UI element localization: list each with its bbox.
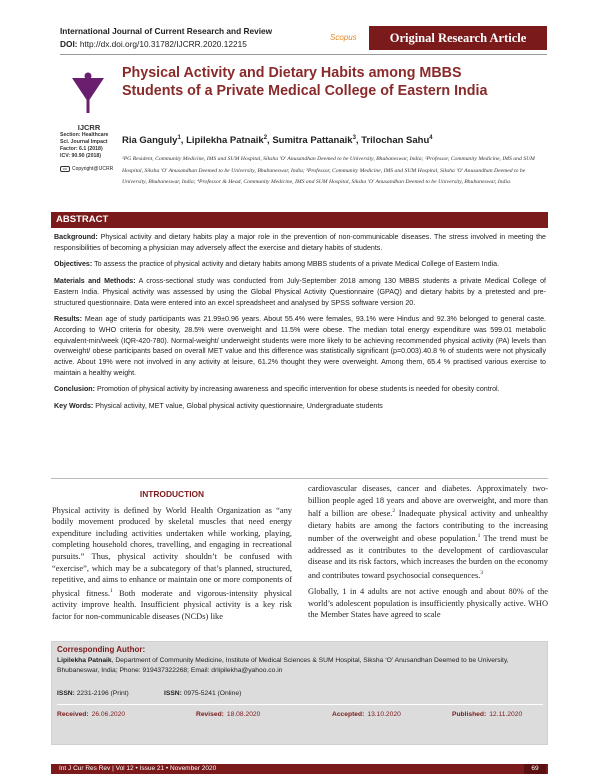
abstract-label: Materials and Methods: (54, 277, 136, 286)
citation-ref: 2 (392, 508, 396, 515)
author-name: Trilochan Sahu (361, 135, 430, 147)
copyright-text: Copyright@IJCRR (72, 166, 114, 172)
abstract-text: Physical activity and dietary habits play a major role in the prevention of non-communicable diseases. The stress involved in meeting the responsibilities of becoming a physician may adversely affect the exercise and dietary habits of students. (54, 233, 546, 252)
ijcrr-logo-icon (71, 72, 105, 114)
corresponding-heading: Corresponding Author: (57, 645, 146, 654)
date-value: 13.10.2020 (367, 711, 401, 718)
logo-line: Sci. Journal Impact (60, 139, 108, 145)
author-sup: 1 (177, 135, 181, 141)
author-name: Lipilekha Patnaik (186, 135, 264, 147)
corresponding-author-box (51, 641, 548, 745)
doi-label: DOI: (60, 39, 78, 49)
abstract-label: Results: (54, 315, 82, 324)
abstract-section (54, 314, 546, 378)
issn-value: 0975-5241 (Online) (183, 690, 242, 697)
abstract-section (54, 259, 546, 270)
body-paragraph (308, 483, 548, 581)
abstract-body (54, 232, 546, 418)
citation-ref: 3 (480, 569, 484, 576)
journal-name: International Journal of Current Research and Review (60, 26, 273, 36)
abstract-section (54, 384, 546, 395)
cc-license-icon: cc (60, 166, 70, 172)
abstract-section (54, 232, 546, 253)
introduction-heading: INTRODUCTION (139, 489, 205, 499)
date-label: Published: (452, 711, 487, 718)
page-header (60, 26, 540, 54)
issn-print (57, 690, 129, 697)
logo-line: ICV: 90.90 (2018) (60, 153, 101, 159)
abstract-text: Mean age of study participants was 21.99±0.96 years. About 55.4% were females, 93.1% were Hindus and 92.3% belonged to general caste. According to WHO criteria for obesity, 28.5% were overweight and 11.5% were obese. The median total energy expenditure was 599.01 metabolic equivalent-min/week (IQR-420-780). Normal-weight/ underweight students were more likely to be achieving recommended physical activity (PA) levels than overweight/ obese participants based on overall MET value and this difference was statistically significant (p=0.003).40.8 % of students were not physically active. About 19% were not involved in any activity at leisure, 61.2% thought they were overweight. Among them, 65.4 % practised various exercise to maintain a healthy weight. (54, 315, 546, 377)
copyright-line (60, 166, 118, 172)
body-text: cardiovascular diseases, cancer and diabetes. Approximately two-billion people aged 18 years and above are overweight, and more than half a billion are obese. (308, 484, 548, 518)
corresponding-details (57, 656, 543, 675)
article-title: Physical Activity and Dietary Habits among MBBS Students of a Private Medical College of Eastern India (122, 65, 488, 99)
issn-value: 2231-2196 (Print) (76, 690, 129, 697)
logo-line: Section: Healthcare (60, 132, 109, 138)
body-column-left (52, 489, 292, 627)
revised-date (196, 711, 260, 718)
date-label: Accepted: (332, 711, 365, 718)
journal-logo-block (60, 72, 118, 172)
date-label: Received: (57, 711, 89, 718)
author-list: Ria Ganguly$^1$, Lipilekha Patnaik$^2$, Sumitra Pattanaik$^3$, Trilochan Sahu$^4$ (122, 135, 433, 147)
citation-ref: 1 (477, 533, 481, 540)
scopus-logo: Scopus (330, 33, 357, 42)
keywords (54, 401, 546, 412)
article-type-badge: Original Research Article (369, 26, 547, 50)
date-value: 12.11.2020 (489, 711, 523, 718)
abstract-section (54, 276, 546, 308)
date-value: 18.08.2020 (226, 711, 261, 718)
body-paragraph (52, 505, 292, 623)
footer-citation: Int J Cur Res Rev | Vol 12 • Issue 21 • November 2020 (59, 765, 217, 772)
author-sup: 3 (352, 135, 356, 141)
page-footer (51, 764, 548, 774)
body-text: Both moderate and vigorous-intensity physical activity improve health. Insufficient physical activity is a key risk factor for non-communicable diseases (NCDs) like (52, 588, 292, 621)
corresponding-name: Lipilekha Patnaik (57, 657, 112, 664)
body-text: Inadequate physical activity and unhealthy dietary habits are among the factors contributing to the increasing number of the overweight and obese population. (308, 508, 548, 543)
received-date (57, 711, 125, 718)
keywords-label: Key Words: (54, 402, 94, 411)
header-divider (60, 54, 547, 55)
citation-ref: 1 (110, 587, 113, 594)
abstract-text: To assess the practice of physical activity and dietary habits among MBBS students of a private Medical College of Eastern India. (94, 260, 500, 269)
author-sup: 4 (429, 135, 433, 141)
body-text: The trend must be addressed as it contributes to the development of cardiovascular disease and its risk factors, which increases the burden on the economy and contributes toward psychosocial consequences. (308, 533, 548, 580)
body-paragraph: Globally, 1 in 4 adults are not active enough and about 80% of the world’s adolescent population is insufficiently physically active. WHO the Member States have agreed to scale (308, 587, 548, 620)
issn-label: ISSN: (57, 690, 75, 697)
keywords-text: Physical activity, MET value, Global physical activity questionnaire, Undergraduate students (95, 402, 383, 411)
abstract-text: A cross-sectional study was conducted from July-September 2018 among 130 MBBS students a private Medical College of Eastern India. Physical activity was assessed by using the Global Physical Activity Questionnaire (GPAQ) and dietary habits by a pretested and pre-structured questionnaire. Data were entered into an excel spreadsheet and analysed by SPSS software version 20. (54, 277, 546, 307)
abstract-heading-bar (51, 212, 548, 228)
date-label: Revised: (196, 711, 224, 718)
published-date (452, 711, 522, 718)
issn-online (164, 690, 241, 697)
doi-line (60, 39, 247, 49)
abstract-label: Conclusion: (54, 385, 95, 394)
abstract-heading: ABSTRACT (56, 214, 109, 225)
doi-link[interactable]: http://dx.doi.org/10.31782/IJCRR.2020.12215 (79, 39, 247, 49)
author-sup: 2 (263, 135, 268, 141)
accepted-date (332, 711, 401, 718)
author-affiliations: ¹PG Resident, Community Medicine, IMS and SUM Hospital, Siksha 'O' Anusandhan Deemed to be University, Bhubaneswar, India; ²Professor, Community Medicine, IMS and SUM Hospital, Siksha 'O' Anusandhan Deemed to be University, Bhubaneswar, India; ³Professor, Community Medicine, IMS and SUM Hospital, Siksha 'O' Anusandhan Deemed to be University, Bhubaneswar, India; ⁴Professor & Head, Community Medicine, IMS and SUM Hospital, Siksha 'O' Anusandhan Deemed to be University, Bhubaneswar, India. (122, 156, 535, 185)
abstract-label: Background: (54, 233, 98, 241)
logo-line: Factor: 6.1 (2018) (60, 146, 103, 152)
body-text: Physical activity is defined by World Health Organization as “any bodily movement produced by skeletal muscles that need energy expenditure including activities undertaken while working, playing, completing household chores, travelling, and engaging in recreational pursuits.” Thus, physical activity shouldn’t be confused with “exercise”, which may be a subcategory of that’s planned, structured, repetitive, and aims to enhance or maintain one or more components of physical fitness. (52, 505, 292, 598)
author-name: Ria Ganguly (122, 135, 178, 147)
abstract-label: Objectives: (54, 260, 93, 269)
abstract-divider (51, 478, 548, 479)
corresponding-address[interactable]: , Department of Community Medicine, Institute of Medical Sciences & SUM Hospital, Siksha ‘O’ Anusandhan Deemed to be University, Bhubaneswar, India; Phone: 9194373222​68; Email: drlipilekha@yahoo.co.in (57, 657, 509, 674)
issn-label: ISSN: (164, 690, 182, 697)
corresponding-divider (57, 704, 543, 705)
logo-name: IJCRR (77, 123, 101, 132)
body-column-right (308, 483, 548, 626)
date-value: 26.06.2020 (91, 711, 126, 718)
abstract-text: Promotion of physical activity by increasing awareness and specific intervention for obese students is needed for obesity control. (96, 385, 500, 394)
author-name: Sumitra Pattanaik (272, 135, 353, 147)
page-number: 69 (524, 764, 546, 774)
